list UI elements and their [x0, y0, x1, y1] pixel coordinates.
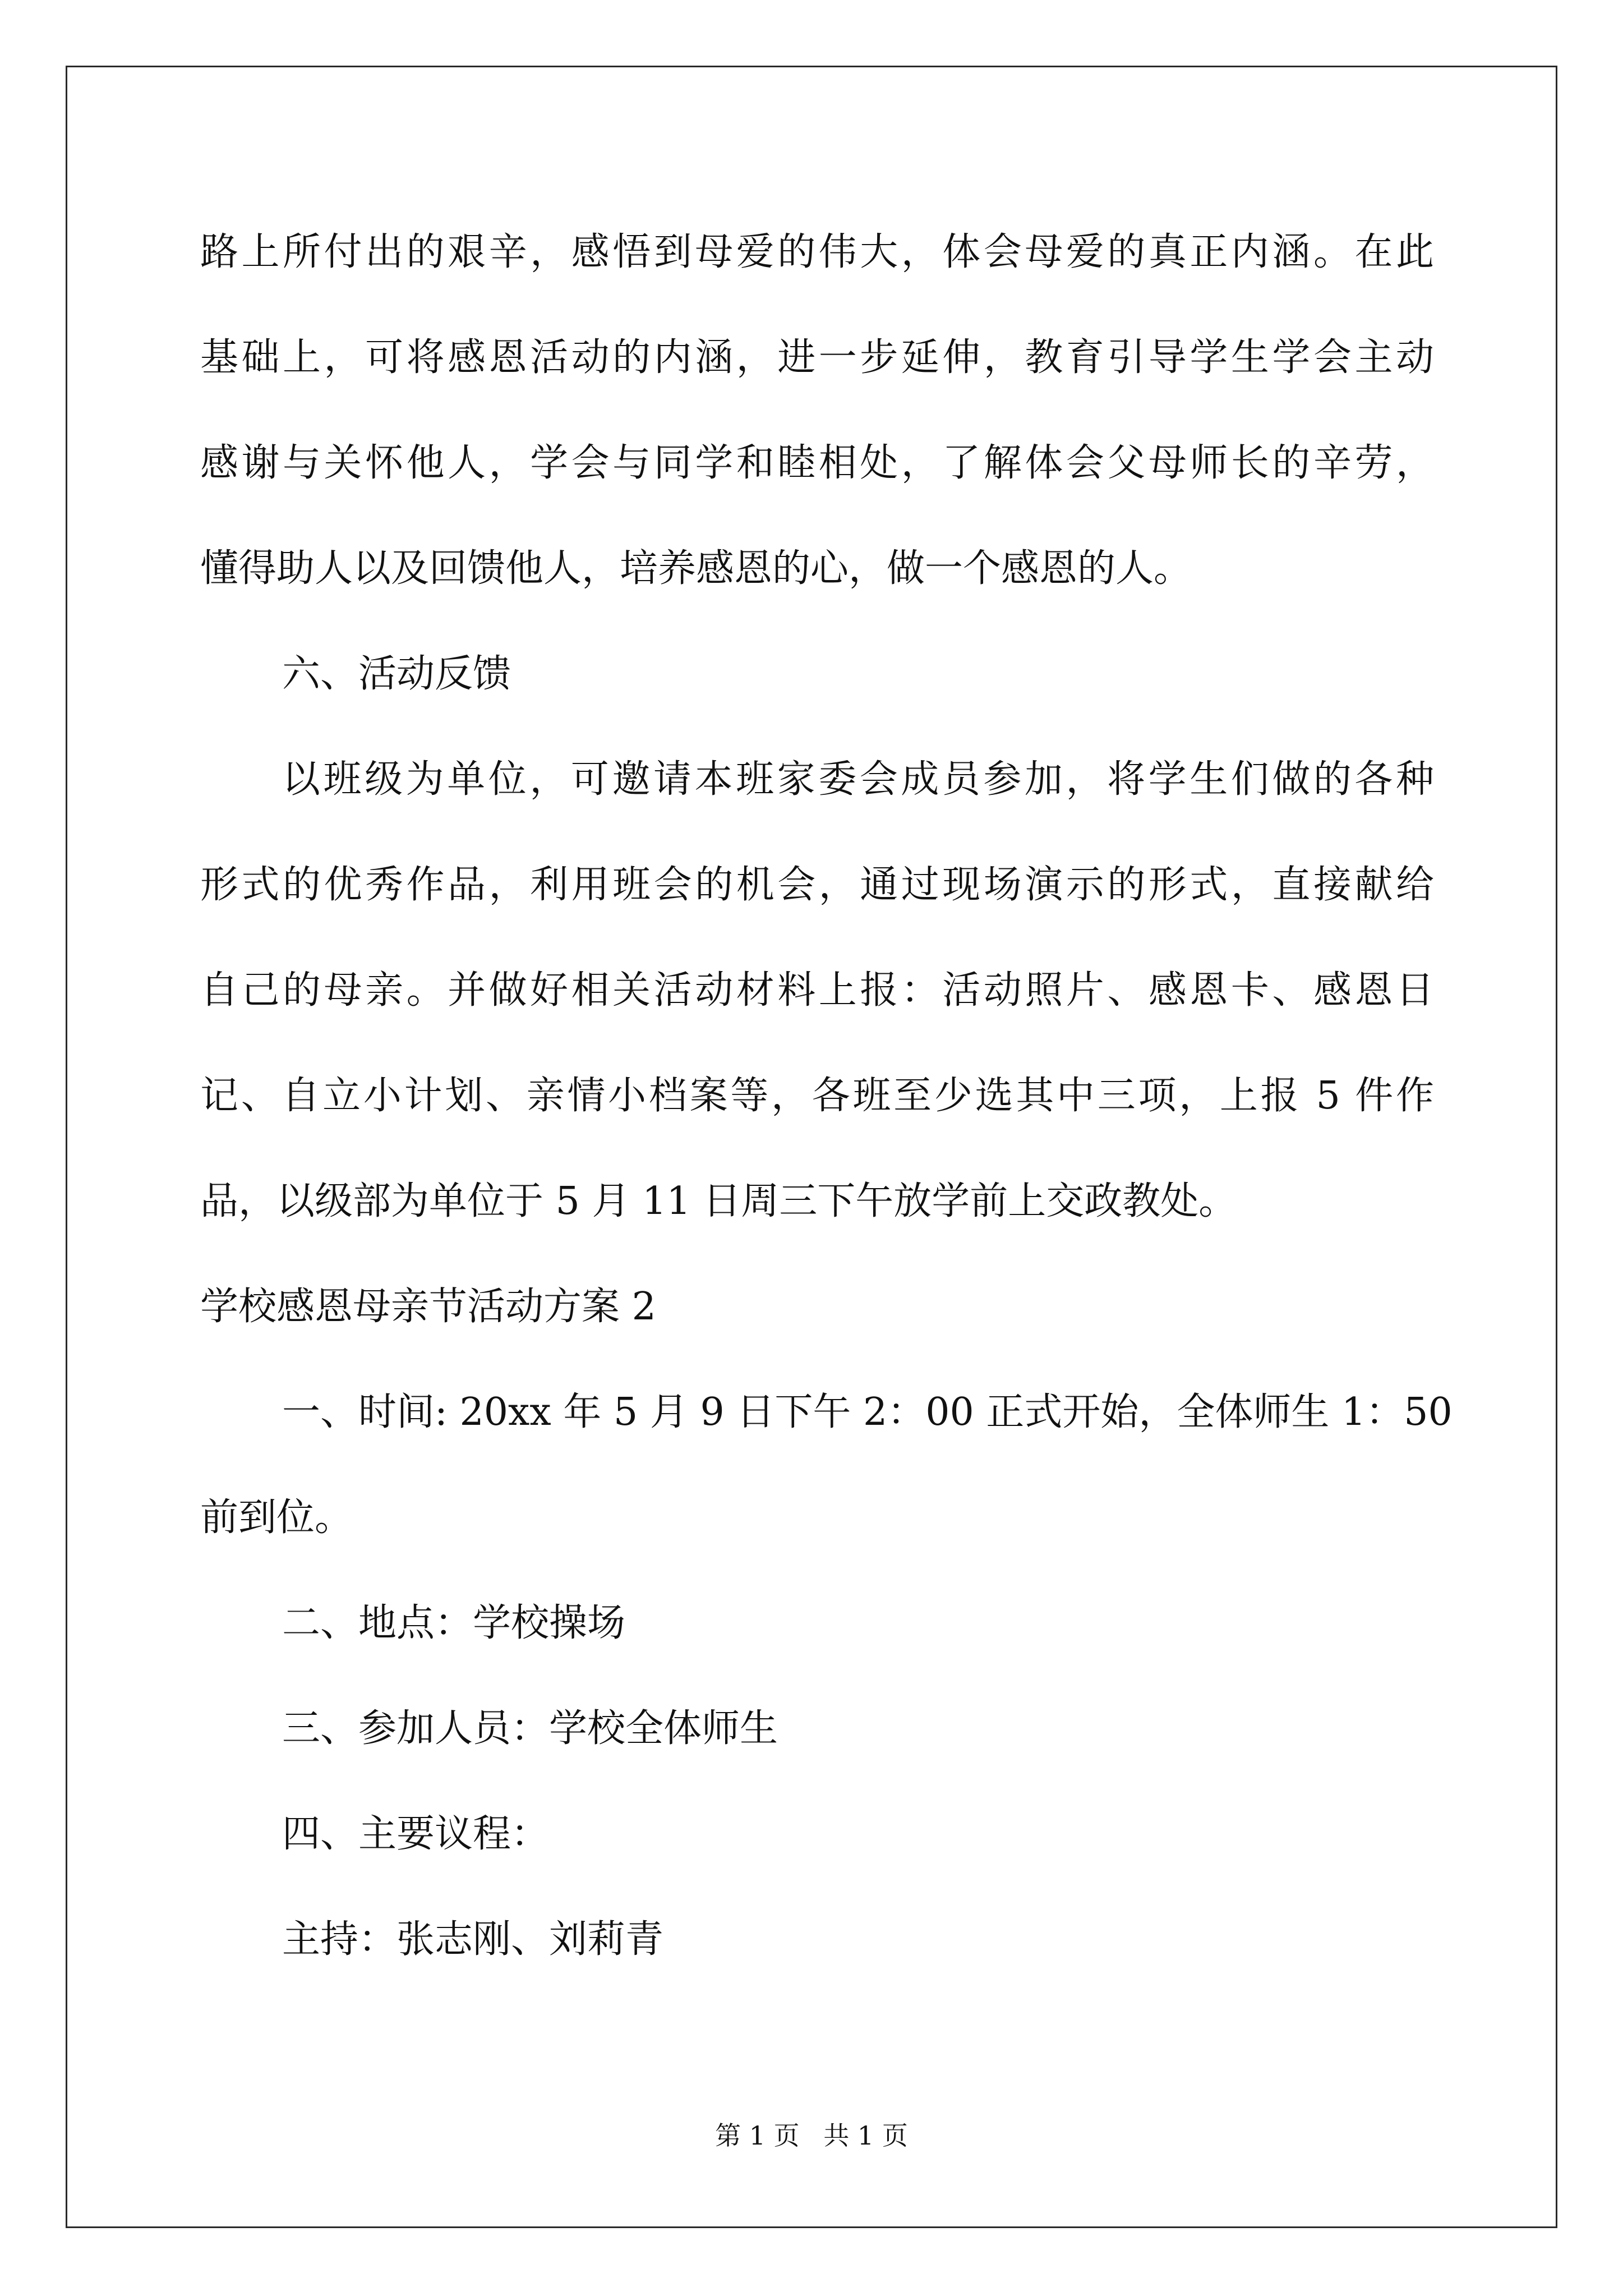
paragraph-line: 以班级为单位，可邀请本班家委会成员参加，将学生们做的各种 [282, 757, 1434, 802]
paragraph-line: 自己的母亲。并做好相关活动材料上报：活动照片、感恩卡、感恩日 [200, 968, 1434, 1013]
section-heading: 六、活动反馈 [282, 652, 511, 696]
document-title: 学校感恩母亲节活动方案 2 [200, 1285, 656, 1329]
paragraph-line: 记、自立小计划、亲情小档案等，各班至少选其中三项，上报 5 件作 [200, 1074, 1434, 1118]
host-line: 主持：张志刚、刘莉青 [282, 1917, 664, 1962]
paragraph-line: 基础上，可将感恩活动的内涵，进一步延伸，教育引导学生学会主动 [200, 335, 1434, 380]
location-line: 二、地点：学校操场 [282, 1601, 626, 1645]
paragraph-line: 形式的优秀作品，利用班会的机会，通过现场演示的形式，直接献给 [200, 863, 1434, 907]
paragraph-line: 前到位。 [200, 1496, 353, 1540]
paragraph-line: 路上所付出的艰辛，感悟到母爱的伟大，体会母爱的真正内涵。在此 [200, 230, 1434, 274]
paragraph-line: 感谢与关怀他人，学会与同学和睦相处，了解体会父母师长的辛劳， [200, 441, 1434, 485]
agenda-heading: 四、主要议程： [282, 1812, 550, 1856]
participants-line: 三、参加人员：学校全体师生 [282, 1706, 778, 1751]
page-footer [0, 2120, 1623, 2151]
page-border [66, 66, 1557, 2228]
paragraph-line: 品，以级部为单位于 5 月 11 日周三下午放学前上交政教处。 [200, 1179, 1237, 1223]
page-number-current: 第 1 页 [715, 2120, 800, 2151]
paragraph-line: 一、时间: 20xx 年 5 月 9 日下午 2：00 正式开始，全体师生 1：50 [282, 1390, 1453, 1434]
paragraph-line: 懂得助人以及回馈他人，培养感恩的心，做一个感恩的人。 [200, 546, 1192, 591]
page-number-total: 共 1 页 [823, 2120, 908, 2151]
